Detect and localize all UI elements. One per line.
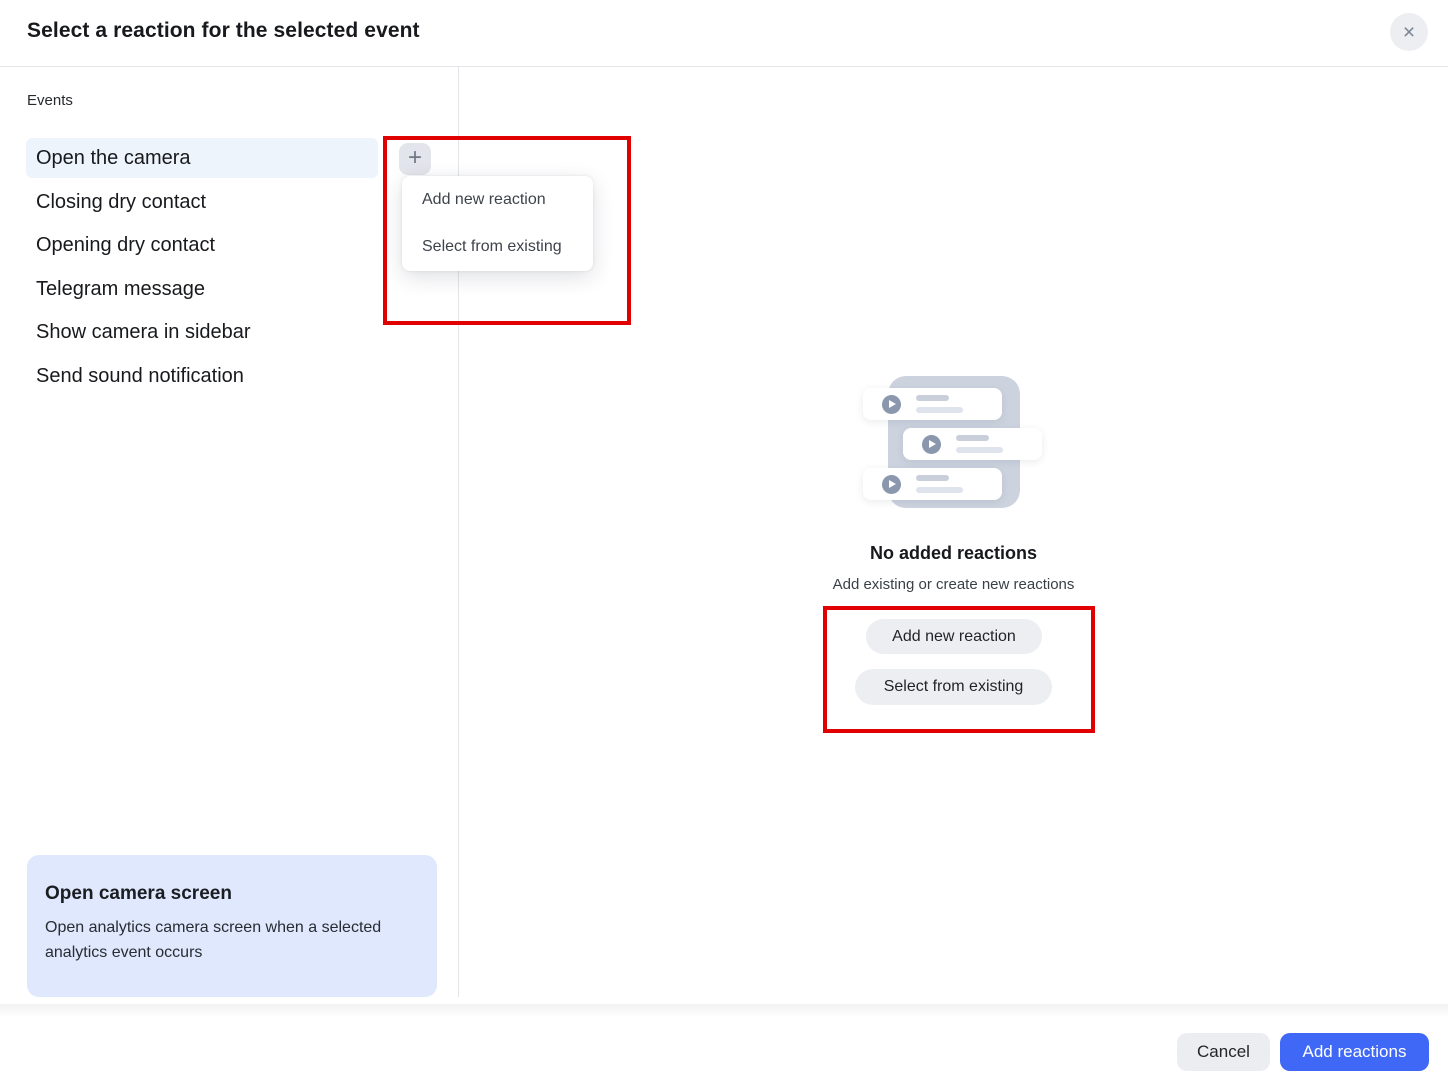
reaction-context-menu	[402, 176, 593, 271]
event-item-opening-dry-contact[interactable]: Opening dry contact	[36, 233, 215, 256]
add-reactions-button[interactable]: Add reactions	[1280, 1033, 1429, 1071]
add-reaction-plus-button[interactable]	[399, 143, 431, 175]
footer-shadow	[0, 1004, 1448, 1018]
empty-state-title: No added reactions	[869, 543, 1038, 563]
close-icon: ×	[1402, 20, 1416, 44]
event-item-telegram-message[interactable]: Telegram message	[36, 277, 205, 300]
add-new-reaction-button[interactable]: Add new reaction	[866, 619, 1042, 654]
illustration-text-lines	[956, 435, 1003, 453]
event-info-description: Open analytics camera screen when a selected analytics event occurs	[45, 919, 382, 961]
empty-state-subtitle: Add existing or create new reactions	[832, 576, 1075, 593]
select-from-existing-button[interactable]: Select from existing	[855, 669, 1052, 705]
play-icon	[882, 475, 901, 494]
illustration-card	[863, 468, 1002, 500]
event-item-open-the-camera[interactable]: Open the camera	[26, 138, 378, 178]
illustration-card	[903, 428, 1042, 460]
close-button[interactable]	[1390, 13, 1428, 51]
menu-item-select-from-existing[interactable]: Select from existing	[422, 238, 562, 255]
illustration-text-lines	[916, 475, 963, 493]
cancel-button[interactable]: Cancel	[1177, 1033, 1270, 1071]
menu-item-add-new-reaction[interactable]: Add new reaction	[422, 191, 546, 208]
page-title: Select a reaction for the selected event	[27, 19, 420, 42]
event-info-title: Open camera screen	[45, 883, 232, 904]
illustration-text-lines	[916, 395, 963, 413]
event-item-send-sound-notification[interactable]: Send sound notification	[36, 364, 244, 387]
plus-icon: +	[407, 144, 422, 171]
play-icon	[882, 395, 901, 414]
empty-state-illustration	[860, 376, 1046, 508]
event-item-show-camera-in-sidebar[interactable]: Show camera in sidebar	[36, 320, 251, 343]
illustration-card	[863, 388, 1002, 420]
play-icon	[922, 435, 941, 454]
event-info-card	[27, 855, 437, 997]
events-panel-label: Events	[27, 92, 73, 109]
event-item-closing-dry-contact[interactable]: Closing dry contact	[36, 190, 207, 213]
